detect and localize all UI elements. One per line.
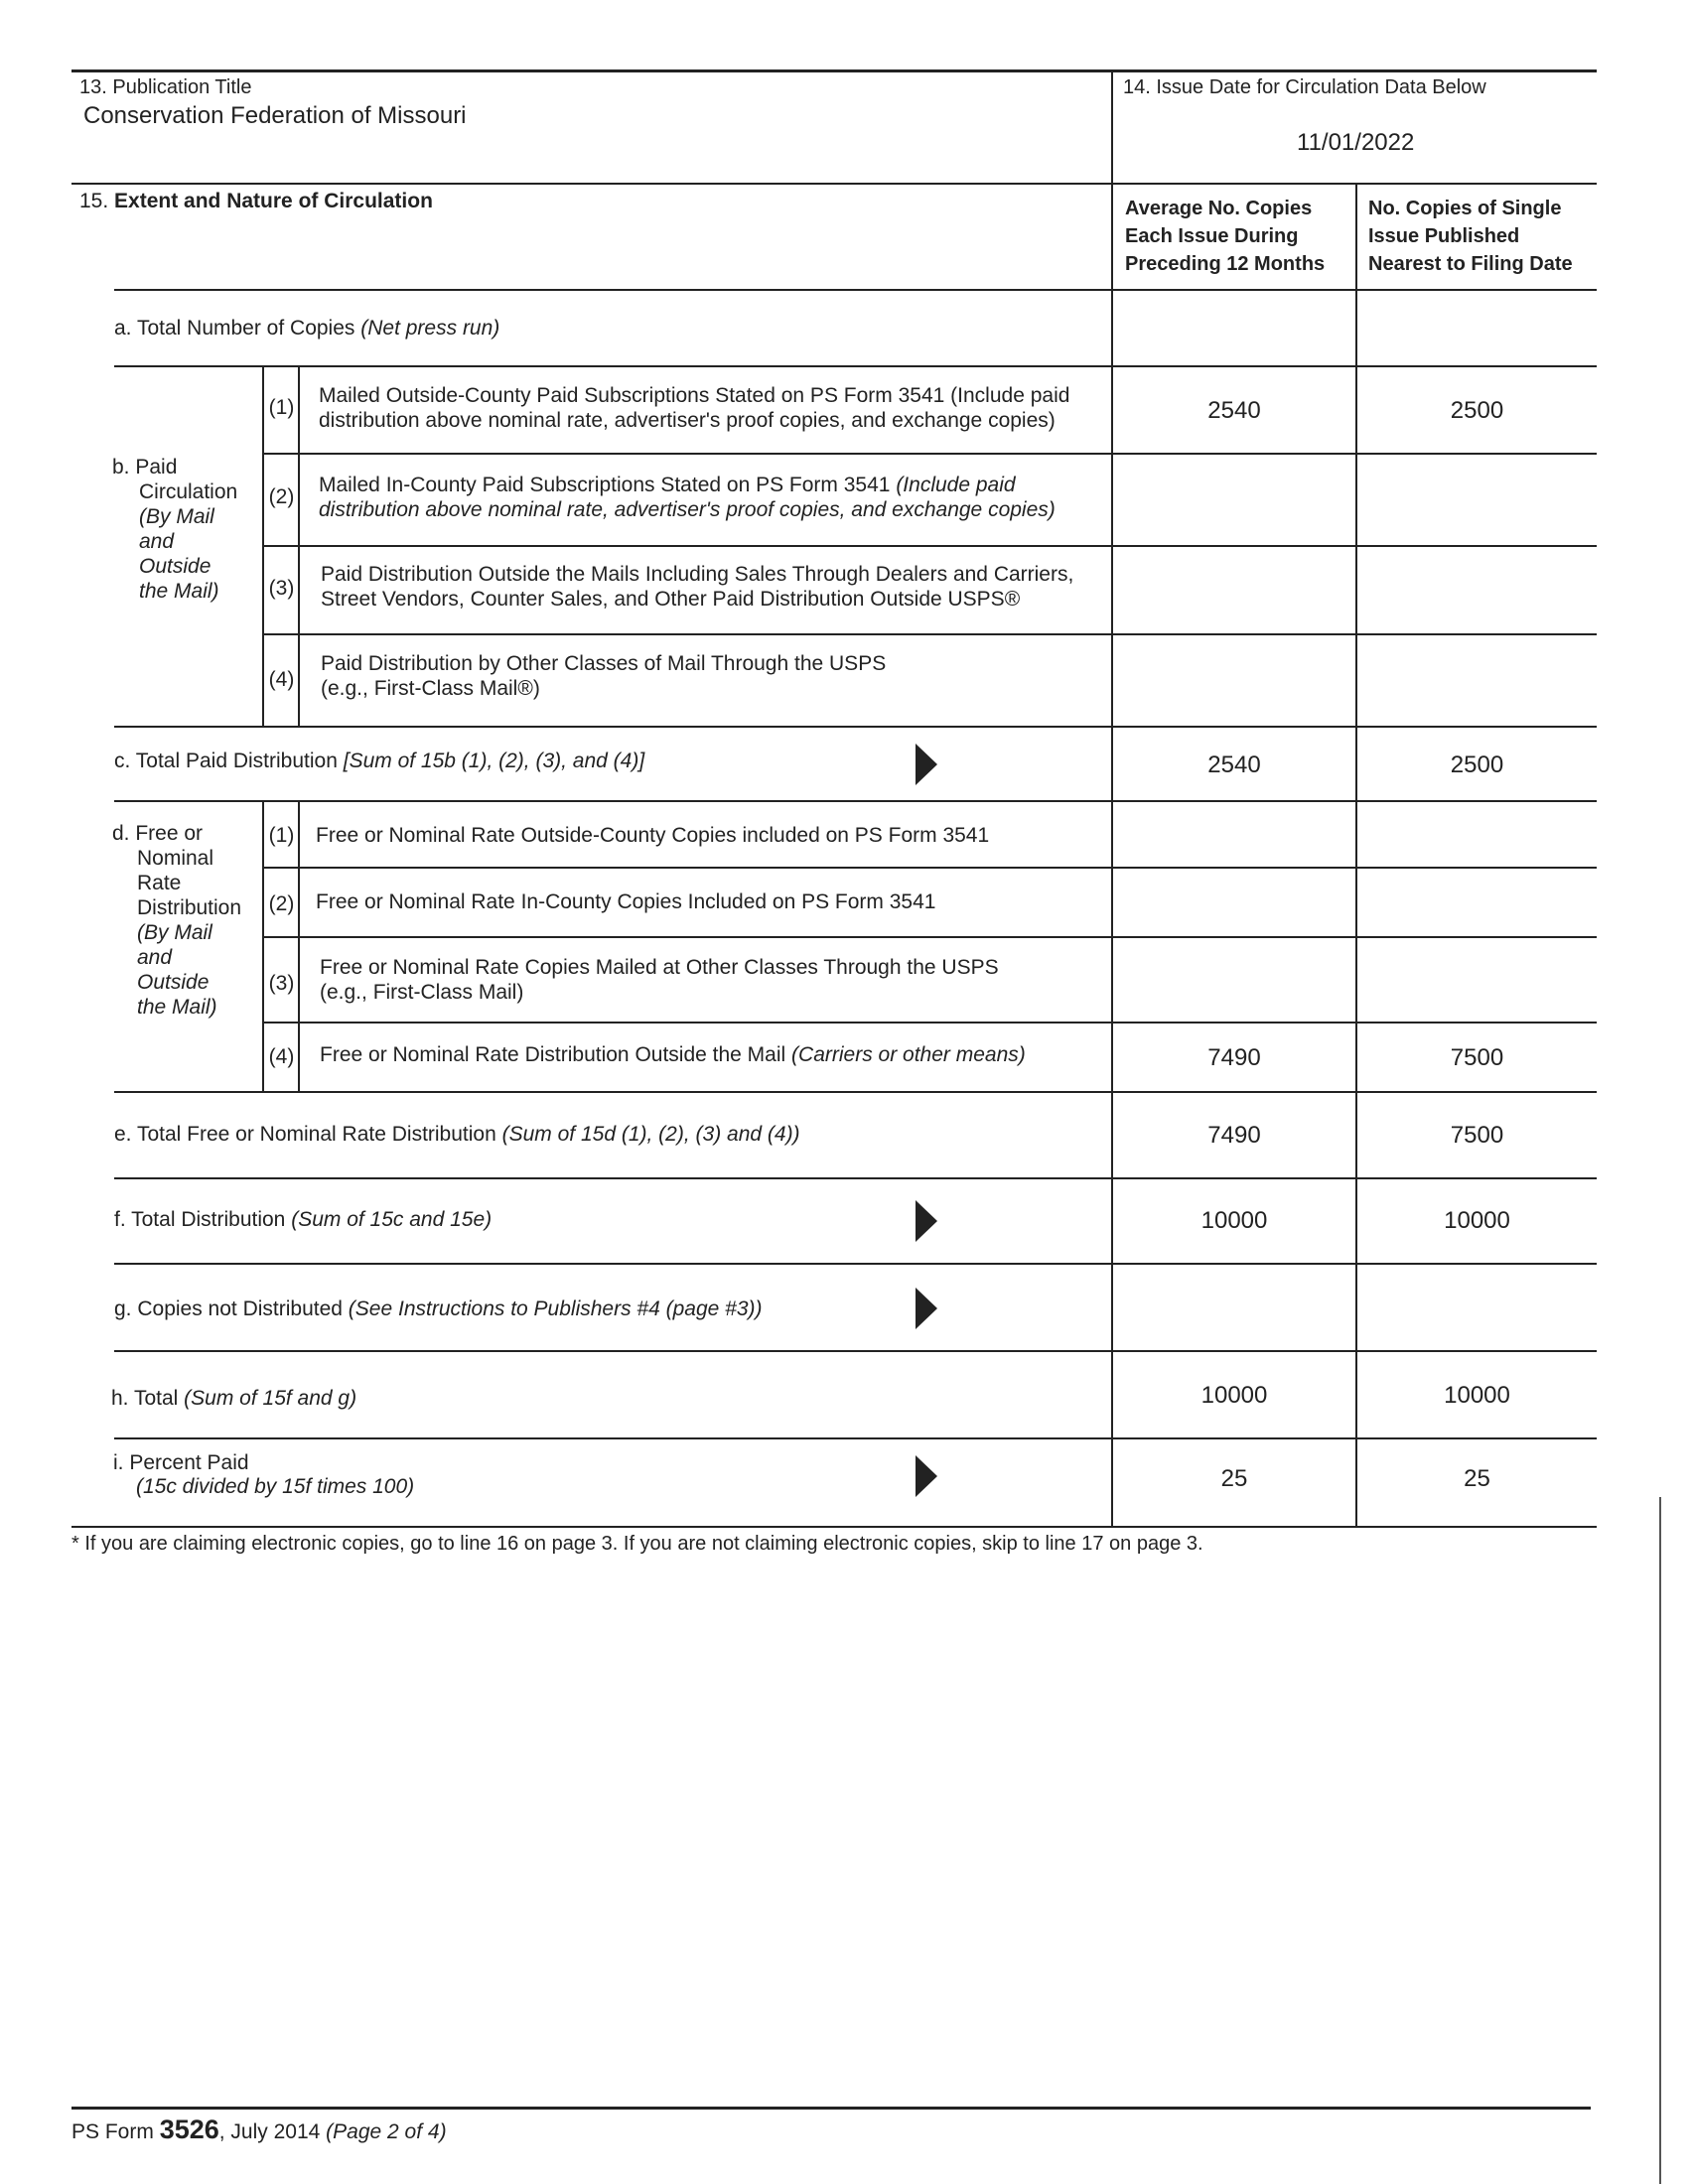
row-d4-single: 7500: [1450, 1044, 1504, 1071]
row-d-label: d. Free or Nominal Rate Distribution (By Mail and Outside the Mail): [112, 822, 242, 1019]
row-b4-desc: Paid Distribution by Other Classes of Mail Through the USPS (e.g., First-Class Mail®): [321, 652, 887, 700]
row-g-label: g. Copies not Distributed (See Instructions to Publishers #4 (page #3)): [114, 1297, 763, 1320]
row-c-single: 2500: [1450, 751, 1504, 778]
top-rule: [71, 69, 1597, 72]
issue-date-label: 14. Issue Date for Circulation Data Below: [1123, 76, 1486, 98]
row-f-single: 10000: [1444, 1207, 1510, 1234]
row-d-num-left: [262, 800, 264, 1093]
arrow-icon: [916, 1200, 937, 1242]
arrow-icon: [916, 744, 937, 785]
row-b1-single: 2500: [1450, 397, 1504, 424]
rule-b1: [114, 365, 1597, 367]
row-d1-desc: Free or Nominal Rate Outside-County Copies included on PS Form 3541: [316, 824, 990, 847]
row-h-avg: 10000: [1200, 1382, 1268, 1409]
scan-edge-line: [1659, 1497, 1661, 2184]
rule-e: [114, 1091, 1597, 1093]
row-b1-avg: 2540: [1207, 397, 1261, 424]
row-d1-num: (1): [268, 824, 295, 847]
arrow-icon: [916, 1455, 937, 1497]
column-divider-avg: [1111, 183, 1113, 1528]
rule-f: [114, 1177, 1597, 1179]
row-e-label: e. Total Free or Nominal Rate Distribution (Sum of 15d (1), (2), (3) and (4)): [114, 1123, 800, 1146]
column-header-avg: Average No. Copies Each Issue During Preceding 12 Months: [1125, 198, 1326, 275]
rule-d2: [262, 867, 1597, 869]
rule-15: [71, 183, 1597, 185]
column-header-single: No. Copies of Single Issue Published Nearest to Filing Date: [1368, 198, 1573, 275]
row-d2-num: (2): [268, 892, 295, 915]
row-b1-num: (1): [268, 396, 295, 419]
row-b3-desc: Paid Distribution Outside the Mails Including Sales Through Dealers and Carriers, Street Vendors, Counter Sales, and Other Paid Distribution Outside USPS®: [321, 563, 1074, 611]
pub-title: Conservation Federation of Missouri: [83, 102, 467, 129]
row-e-single: 7500: [1450, 1122, 1504, 1149]
column-divider-single: [1355, 183, 1357, 1528]
row-d4-desc: Free or Nominal Rate Distribution Outside the Mail (Carriers or other means): [320, 1043, 1026, 1066]
row-b4-num: (4): [268, 668, 295, 691]
row-e-avg: 7490: [1207, 1122, 1261, 1149]
row-h-single: 10000: [1444, 1382, 1510, 1409]
row-i-single: 25: [1464, 1465, 1490, 1492]
row-b2-num: (2): [268, 485, 295, 508]
row-i-avg: 25: [1220, 1465, 1248, 1492]
row-b1-desc: Mailed Outside-County Paid Subscriptions Stated on PS Form 3541 (Include paid distribution above nominal rate, advertiser's proof copies, and exchange copies): [319, 384, 1070, 432]
row-b2-desc: Mailed In-County Paid Subscriptions Stated on PS Form 3541 (Include paid distribution above nominal rate, advertiser's proof copies, and exchange copies): [319, 474, 1056, 521]
row-i-label: i. Percent Paid (15c divided by 15f times 100): [113, 1451, 415, 1498]
row-h-label: h. Total (Sum of 15f and g): [111, 1387, 357, 1410]
row-d3-num: (3): [268, 972, 295, 995]
issue-date: 11/01/2022: [1297, 129, 1415, 156]
footnote: * If you are claiming electronic copies, go to line 16 on page 3. If you are not claiming electronic copies, skip to line 17 on page 3.: [71, 1533, 1203, 1555]
row-c-avg: 2540: [1207, 751, 1261, 778]
rule-c: [114, 726, 1597, 728]
row-c-label: c. Total Paid Distribution [Sum of 15b (1), (2), (3), and (4)]: [114, 750, 645, 772]
rule-d1: [114, 800, 1597, 802]
rule-a: [114, 289, 1597, 291]
pub-title-label: 13. Publication Title: [79, 76, 252, 98]
row-d4-num: (4): [268, 1045, 295, 1068]
row-d2-desc: Free or Nominal Rate In-County Copies Included on PS Form 3541: [316, 890, 936, 913]
row-b-label: b. Paid Circulation (By Mail and Outside the Mail): [112, 456, 238, 603]
arrow-icon: [916, 1288, 937, 1329]
rule-i: [114, 1437, 1597, 1439]
row-f-label: f. Total Distribution (Sum of 15c and 15e): [114, 1208, 493, 1231]
row-f-avg: 10000: [1200, 1207, 1268, 1234]
row-b3-num: (3): [268, 577, 295, 600]
rule-h: [114, 1350, 1597, 1352]
form-footer: PS Form 3526, July 2014 (Page 2 of 4): [71, 2115, 447, 2144]
rule-d3: [262, 936, 1597, 938]
rule-b2: [262, 453, 1597, 455]
row-a-label: a. Total Number of Copies (Net press run): [114, 317, 500, 340]
rule-b3: [262, 545, 1597, 547]
row-d3-desc: Free or Nominal Rate Copies Mailed at Other Classes Through the USPS (e.g., First-Class Mail): [320, 956, 999, 1004]
footer-rule: [71, 2107, 1591, 2110]
rule-d4: [262, 1022, 1597, 1024]
rule-g: [114, 1263, 1597, 1265]
rule-bottom: [71, 1526, 1597, 1528]
rule-b4: [262, 633, 1597, 635]
section-15-label: 15. Extent and Nature of Circulation: [79, 190, 433, 212]
row-d4-avg: 7490: [1207, 1044, 1261, 1071]
header-divider: [1111, 69, 1113, 184]
row-d-num-right: [298, 800, 300, 1093]
